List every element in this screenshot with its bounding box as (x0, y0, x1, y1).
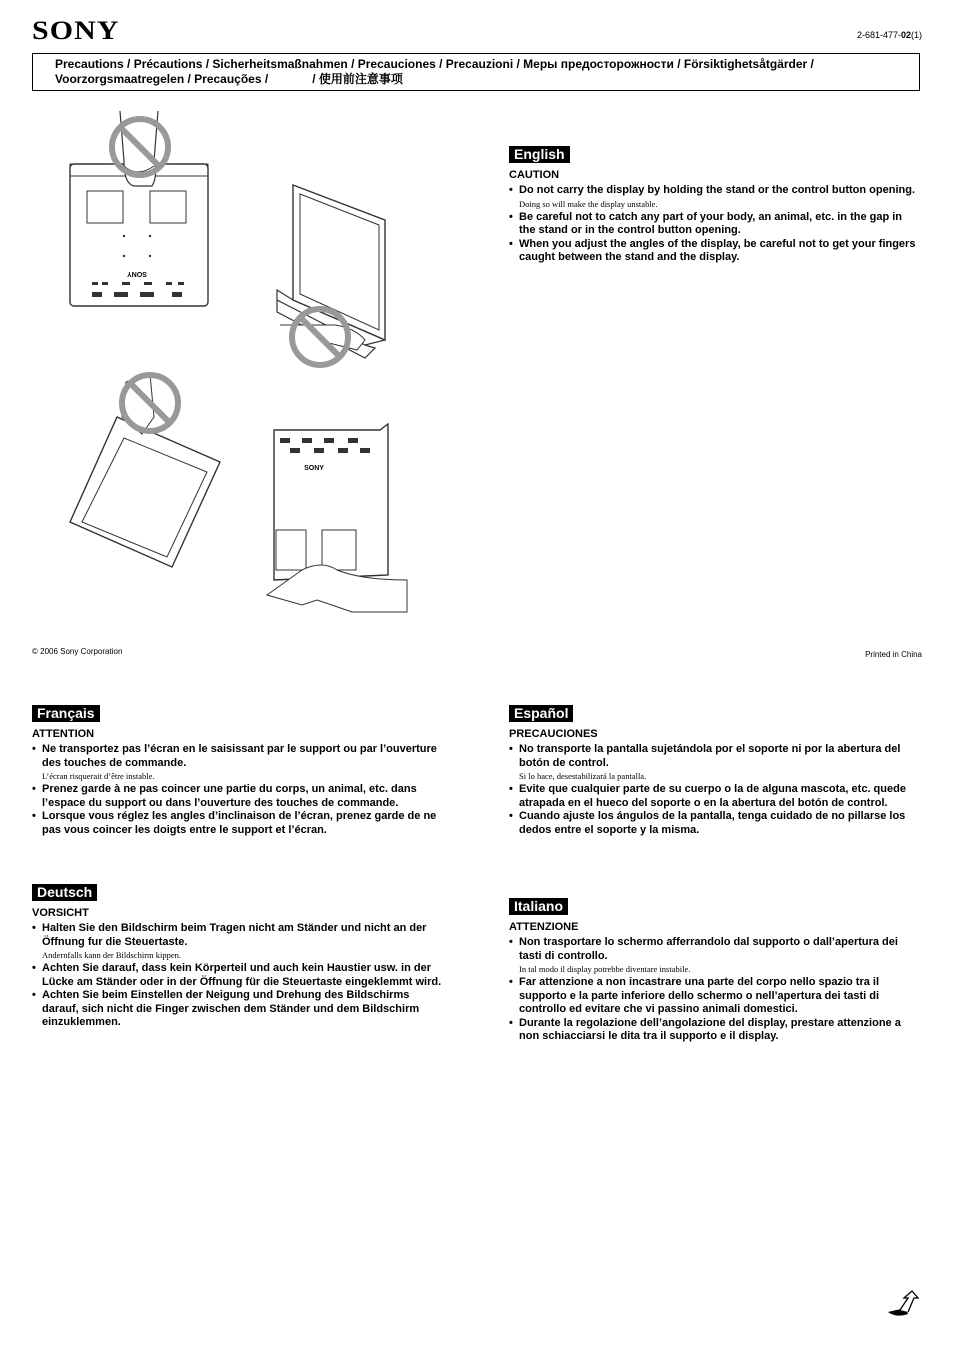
section-deutsch (32, 884, 444, 1030)
list-item: • Lorsque vous réglez les angles d’inclinaison de l’écran, prenez garde de ne pas vous coincer les doigts entre le support et l’écran. (32, 810, 444, 837)
page-turn-arrow-icon[interactable] (886, 1290, 922, 1320)
prohibition-icon (105, 112, 175, 182)
illustration-monitor-rear-hand (262, 420, 412, 620)
heading-attention: ATTENTION (32, 728, 95, 740)
list-item: • Achten Sie darauf, dass kein Körperteil und auch kein Haustier usw. in der Lücke am Ständer oder in der Öffnung für die Steuertaste eingeklemmt wird. (32, 962, 444, 989)
section-espanol (509, 705, 921, 837)
document-number: 2-681-477-02(1) (856, 30, 922, 40)
svg-text:SONY: SONY (127, 270, 147, 277)
list-item: • Durante la regolazione dell’angolazione del display, prestare attenzione a non schiacciarsi le dita tra il supporto e il display. (509, 1017, 921, 1044)
list-item: • Non trasportare lo schermo afferrandolo dal supporto o dall’apertura dei tasti di controllo. In tal modo il display potrebbe diventare instabile. (509, 936, 921, 975)
lang-label-deutsch: Deutsch (32, 884, 97, 901)
list-item: • Far attenzione a non incastrare una parte del corpo nello spazio tra il supporto e la parte inferiore dello schermo o nell’apertura dei tasti di controllo ed evitare che vi passino animali domestici. (509, 976, 921, 1017)
list-item: • Be careful not to catch any part of your body, an animal, etc. in the gap in the stand or in the control button opening. (509, 211, 921, 238)
lang-label-francais: Français (32, 705, 100, 722)
svg-text:SONY: SONY (304, 465, 324, 472)
heading-caution: CAUTION (509, 169, 560, 181)
list-item: • Evite que cualquier parte de su cuerpo o la de alguna mascota, etc. quede atrapada en el hueco del soporte o en la abertura del botón de control. (509, 783, 921, 810)
heading-attenzione: ATTENZIONE (509, 921, 579, 933)
list-item: • Achten Sie beim Einstellen der Neigung und Drehung des Bildschirms darauf, sich nicht die Finger zwischen dem Ständer und dem Bildschirm einzuklemmen. (32, 989, 444, 1030)
lang-label-english: English (509, 146, 570, 163)
lang-label-espanol: Español (509, 705, 573, 722)
lang-label-italiano: Italiano (509, 898, 568, 915)
title-line-2: Voorzorgsmaatregelen / Precauções / / 使用前注意事项 (55, 72, 403, 86)
list-item: • Cuando ajuste los ángulos de la pantalla, tenga cuidado de no pillarse los dedos entre el soporte y la misma. (509, 810, 921, 837)
title-line-1: Precautions / Précautions / Sicherheitsmaßnahmen / Precauciones / Precauzioni / Меры предосторожности / Försiktighetsåtgärder / (55, 57, 814, 71)
section-francais (32, 705, 444, 837)
prohibition-icon (115, 368, 185, 438)
printed-in: Printed in China (865, 650, 922, 659)
list-item: • No transporte la pantalla sujetándola por el soporte ni por la abertura del botón de control. Si lo hace, desestabilizará la pantalla. (509, 743, 921, 782)
list-item: • Halten Sie den Bildschirm beim Tragen nicht am Ständer und nicht an der Öffnung fur die Steuertaste. Andernfalls kann der Bildschirm kippen. (32, 922, 444, 961)
heading-vorsicht: VORSICHT (32, 907, 89, 919)
list-item: • Do not carry the display by holding the stand or the control button opening. Doing so will make the display unstable. (509, 184, 921, 210)
list-item: • When you adjust the angles of the display, be careful not to get your fingers caught between the stand and the display. (509, 238, 921, 265)
heading-precauciones: PRECAUCIONES (509, 728, 598, 740)
list-item: • Ne transportez pas l’écran en le saisissant par le support ou par l’ouverture des touches de commande. L’écran risquerait d’être instable. (32, 743, 444, 782)
sony-logo: SONY (32, 16, 120, 45)
section-english (509, 146, 921, 265)
section-italiano (509, 898, 921, 1044)
prohibition-icon (285, 302, 355, 372)
title-box (32, 53, 920, 91)
list-item: • Prenez garde à ne pas coincer une partie du corps, un animal, etc. dans l’espace du support ou dans l’ouverture des touches de commande. (32, 783, 444, 810)
copyright: © 2006 Sony Corporation (32, 647, 123, 656)
